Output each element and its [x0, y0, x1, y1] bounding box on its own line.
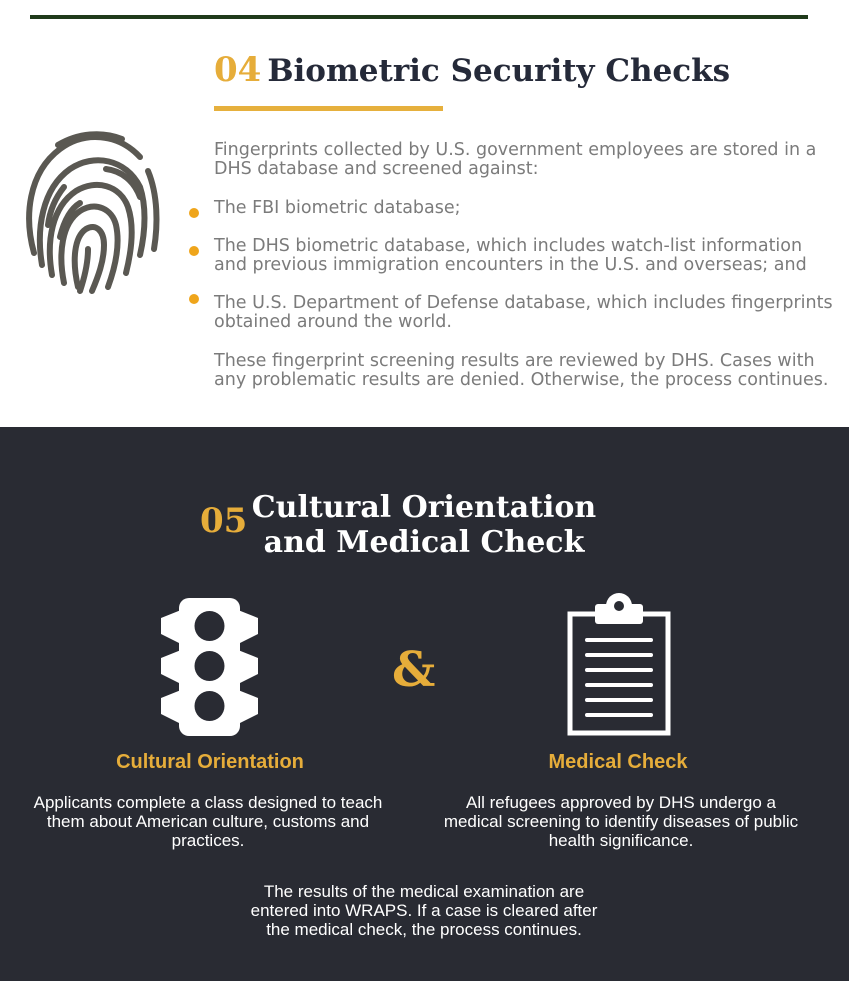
bullet-dot-icon [189, 246, 199, 256]
traffic-light-icon [157, 598, 262, 736]
section-04-number: 04 [214, 50, 262, 90]
bullet-dhs-database: The DHS biometric database, which includes watch-list information and previous immigration encounters in the U.S. and overseas; and [214, 236, 807, 275]
clipboard-icon [567, 590, 671, 736]
section-04-heading [214, 50, 730, 90]
bullet-dot-icon [189, 208, 199, 218]
bullet-dot-icon [189, 294, 199, 304]
fingerprint-icon [22, 125, 164, 297]
section-04-underline [214, 106, 443, 111]
cultural-orientation-text: Applicants complete a class designed to teach them about American culture, customs and practices. [33, 793, 383, 850]
section-04-intro: Fingerprints collected by U.S. government employees are stored in a DHS database and screened against: [214, 140, 817, 179]
section-05-number: 05 [200, 501, 248, 541]
cultural-orientation-heading: Cultural Orientation [116, 751, 304, 773]
medical-check-text: All refugees approved by DHS undergo a medical screening to identify diseases of public health significance. [443, 793, 799, 850]
bullet-fbi-database: The FBI biometric database; [214, 198, 461, 218]
section-05-title-line2: and Medical Check [263, 525, 585, 560]
section-04-title: Biometric Security Checks [267, 53, 731, 89]
ampersand: & [392, 642, 436, 698]
medical-results-text: The results of the medical examination are entered into WRAPS. If a case is cleared after the medical check, the process continues. [250, 882, 598, 939]
bullet-dod-database: The U.S. Department of Defense database, which includes fingerprints obtained around the world. [214, 293, 833, 332]
medical-check-heading: Medical Check [548, 751, 688, 773]
top-divider [30, 15, 808, 19]
section-04-outro: These fingerprint screening results are reviewed by DHS. Cases with any problematic results are denied. Otherwise, the process continues. [214, 351, 829, 390]
section-05-title [250, 490, 598, 560]
section-05-title-line1: Cultural Orientation [251, 490, 597, 525]
